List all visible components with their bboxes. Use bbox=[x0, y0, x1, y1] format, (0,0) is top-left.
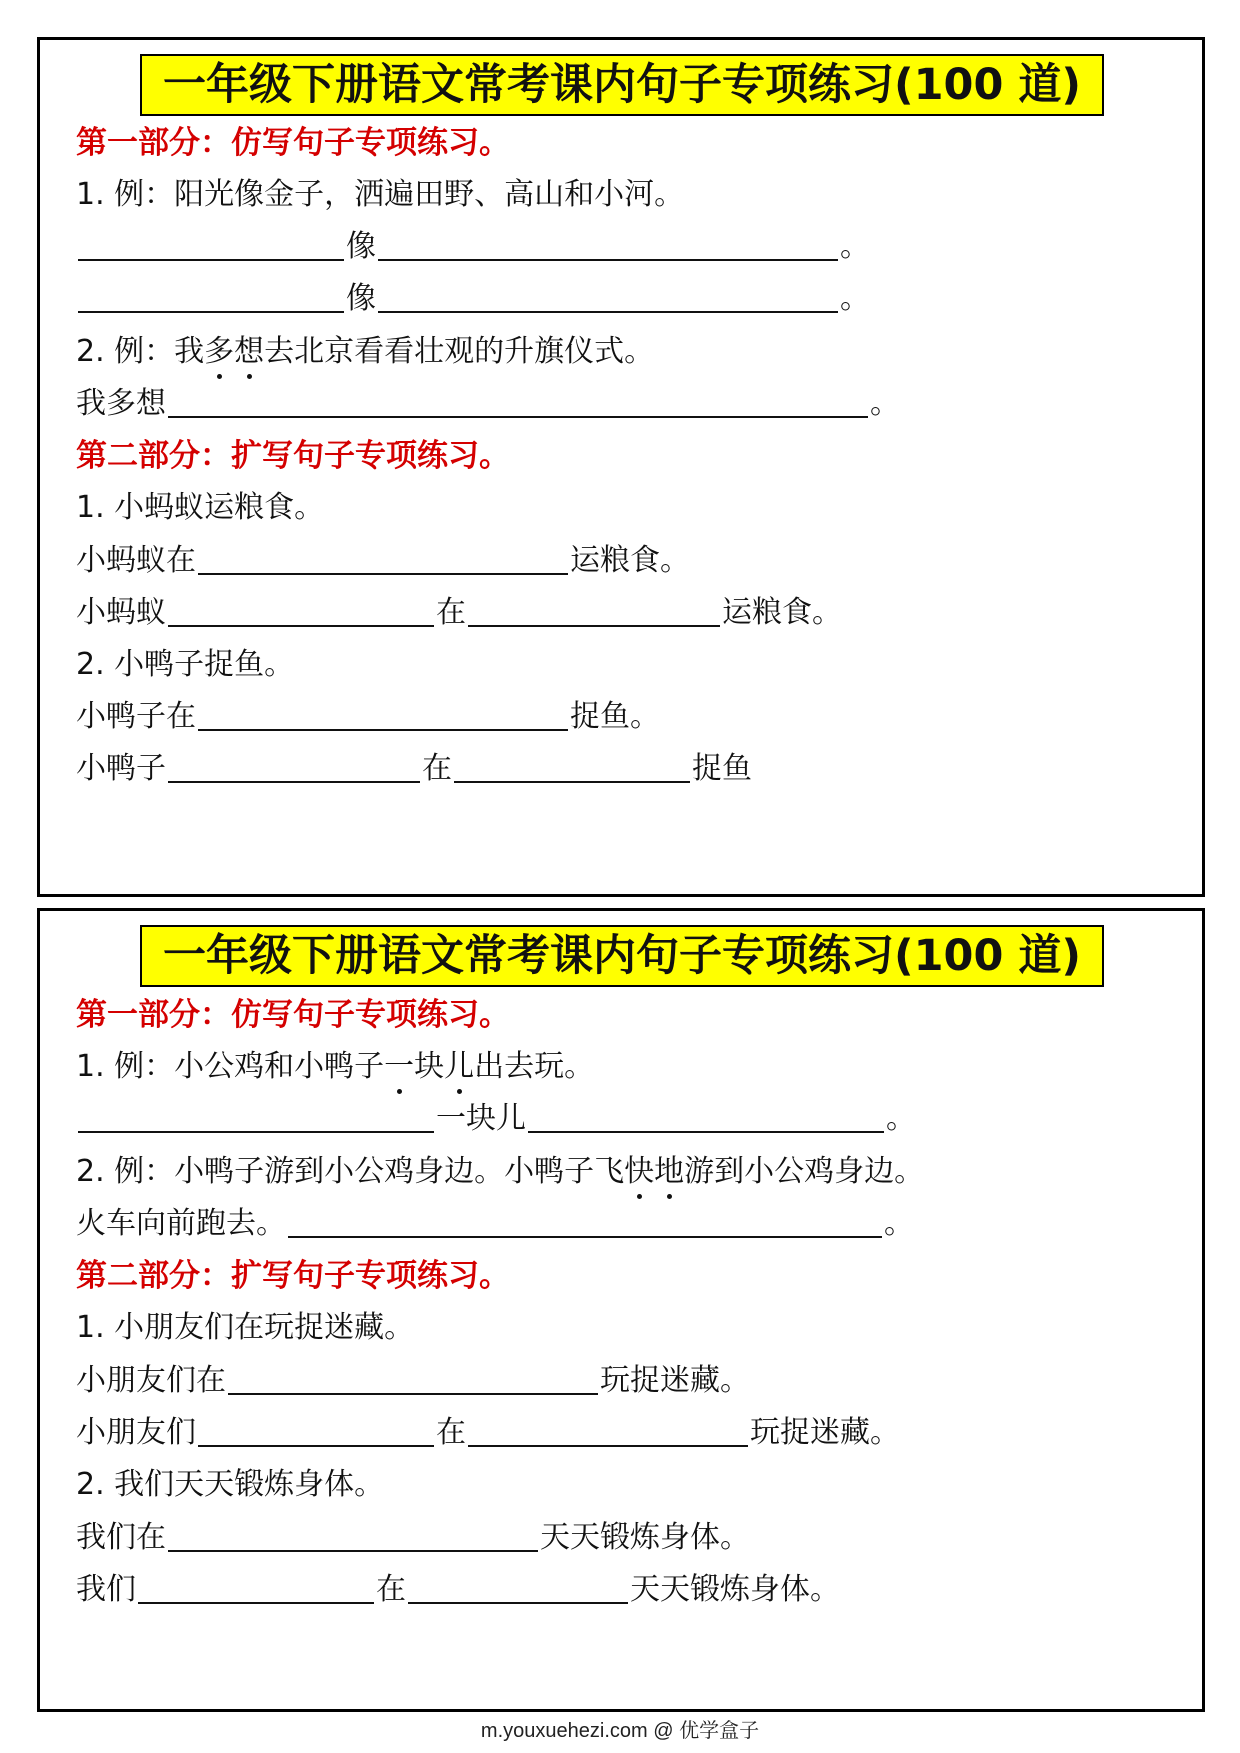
question-3-prompt: 1. 小朋友们在玩捉迷藏。 bbox=[76, 1310, 415, 1345]
question-4-prompt: 2. 小鸭子捉鱼。 bbox=[76, 647, 295, 682]
answer-blank[interactable] bbox=[378, 277, 838, 313]
question-3-prompt: 1. 小蚂蚁运粮食。 bbox=[76, 490, 325, 525]
answer-blank[interactable] bbox=[168, 382, 868, 418]
emphasis-char: 一 bbox=[384, 1044, 414, 1090]
answer-blank[interactable] bbox=[168, 591, 434, 627]
part2-heading: 第二部分：扩写句子专项练习。 bbox=[76, 1258, 510, 1294]
worksheet-card-2 bbox=[37, 908, 1205, 1712]
question-4-answer-line-2: 我们 在 天天锻炼身体。 bbox=[76, 1567, 840, 1613]
part1-heading: 第一部分：仿写句子专项练习。 bbox=[76, 997, 510, 1033]
part1-heading: 第一部分：仿写句子专项练习。 bbox=[76, 125, 510, 161]
question-1-prompt: 1. 例：阳光像金子，洒遍田野、高山和小河。 bbox=[76, 177, 685, 212]
answer-blank[interactable] bbox=[228, 1359, 598, 1395]
question-2-prompt: 2. 例：小鸭子游到小公鸡身边。小鸭子飞 快 地 游到小公鸡身边。 bbox=[76, 1149, 924, 1195]
worksheet-title: 一年级下册语文常考课内句子专项练习(100 道) bbox=[140, 54, 1104, 116]
answer-blank[interactable] bbox=[78, 277, 344, 313]
question-3-answer-line-1: 小朋友们在 玩捉迷藏。 bbox=[76, 1358, 750, 1404]
question-1-answer-line-1 bbox=[76, 224, 870, 270]
answer-blank[interactable] bbox=[138, 1568, 374, 1604]
answer-blank[interactable] bbox=[198, 1411, 434, 1447]
question-4-answer-line-2: 小鸭子 在 捉鱼 bbox=[76, 746, 752, 792]
question-1-prompt: 1. 例：小公鸡和小鸭子 一 块 儿 出去玩。 bbox=[76, 1044, 594, 1090]
answer-blank[interactable] bbox=[408, 1568, 628, 1604]
worksheet-title: 一年级下册语文常考课内句子专项练习(100 道) bbox=[140, 925, 1104, 987]
answer-blank[interactable] bbox=[288, 1202, 882, 1238]
part2-heading: 第二部分：扩写句子专项练习。 bbox=[76, 438, 510, 474]
emphasis-char: 多 bbox=[204, 329, 234, 375]
blank-word: 一块儿 bbox=[436, 1101, 526, 1136]
emphasis-char: 快 bbox=[624, 1149, 654, 1195]
answer-blank[interactable] bbox=[454, 747, 690, 783]
question-4-prompt: 2. 我们天天锻炼身体。 bbox=[76, 1467, 385, 1502]
question-4-answer-line-1: 我们在 天天锻炼身体。 bbox=[76, 1515, 750, 1561]
question-1-answer-line-2 bbox=[76, 276, 870, 322]
question-3-answer-line-2: 小朋友们 在 玩捉迷藏。 bbox=[76, 1410, 900, 1456]
period: 。 bbox=[840, 229, 870, 264]
question-3-answer-line-2: 小蚂蚁 在 运粮食。 bbox=[76, 590, 842, 636]
period: 。 bbox=[840, 281, 870, 316]
answer-blank[interactable] bbox=[168, 1516, 538, 1552]
answer-blank[interactable] bbox=[468, 1411, 748, 1447]
answer-blank[interactable] bbox=[468, 591, 720, 627]
emphasis-char: 地 bbox=[654, 1149, 684, 1195]
blank-word: 像 bbox=[346, 281, 376, 316]
answer-blank[interactable] bbox=[528, 1097, 884, 1133]
blank-word: 像 bbox=[346, 229, 376, 264]
answer-blank[interactable] bbox=[198, 539, 568, 575]
question-2-answer-line: 火车向前跑去。 。 bbox=[76, 1201, 914, 1247]
answer-blank[interactable] bbox=[78, 1097, 434, 1133]
answer-blank[interactable] bbox=[378, 225, 838, 261]
answer-blank[interactable] bbox=[198, 695, 568, 731]
question-4-answer-line-1: 小鸭子在 捉鱼。 bbox=[76, 694, 660, 740]
emphasis-char: 儿 bbox=[444, 1044, 474, 1090]
question-2-prompt: 2. 例： 我 多 想 去北京看看壮观的升旗仪式。 bbox=[76, 329, 654, 375]
question-1-answer-line: 一块儿 。 bbox=[76, 1096, 916, 1142]
answer-blank[interactable] bbox=[168, 747, 420, 783]
question-2-answer-line: 我多想 。 bbox=[76, 381, 900, 427]
answer-blank[interactable] bbox=[78, 225, 344, 261]
worksheet-card-1 bbox=[37, 37, 1205, 897]
footer-watermark: m.youxuehezi.com @ 优学盒子 bbox=[480, 1720, 760, 1742]
question-3-answer-line-1: 小蚂蚁在 运粮食。 bbox=[76, 538, 690, 584]
emphasis-char: 想 bbox=[234, 329, 264, 375]
